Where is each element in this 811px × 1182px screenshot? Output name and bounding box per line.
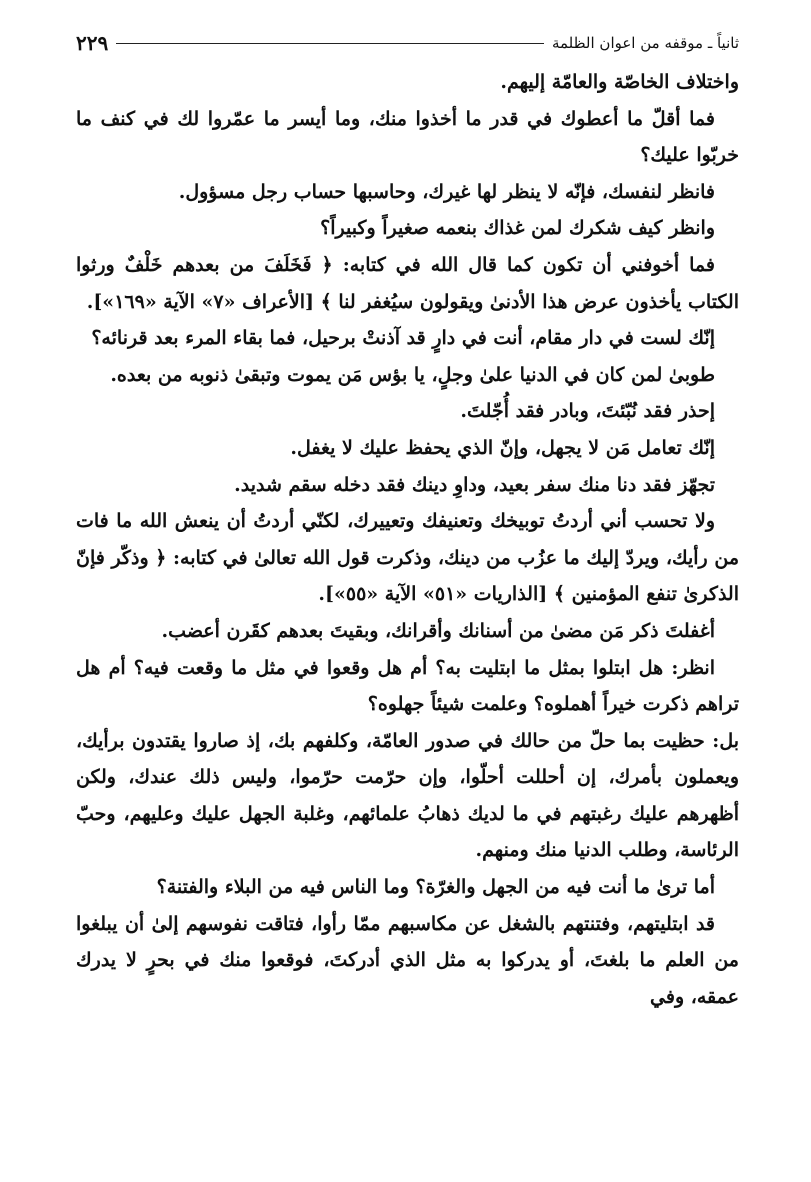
paragraph: قد ابتليتهم، وفتنتهم بالشغل عن مكاسبهم ممّا رأوا، فتاقت نفوسهم إلىٰ أن يبلغوا من العلم ما بلغتَ، أو يدركوا به مثل الذي أدركتَ، فوقعوا منك في بحرٍ لا يدرك عمقه، وفي — [76, 912, 739, 1008]
paragraph: فما أخوفني أن تكون كما قال الله في كتابه: ﴿ فَخَلَفَ من بعدهم خَلْفٌ ورثوا الكتاب يأخذون عرض هذا الأدنىٰ ويقولون سيُغفر لنا ﴾ [الأعراف «٧» الآية «١٦٩»]. — [76, 253, 739, 313]
paragraph: فانظر لنفسك، فإنّه لا ينظر لها غيرك، وحاسبها حساب رجل مسؤول. — [178, 180, 715, 203]
paragraph: تجهّز فقد دنا منك سفر بعيد، وداوِ دينك فقد دخله سقم شديد. — [234, 473, 715, 496]
header-rule — [116, 43, 544, 44]
paragraph: انظر: هل ابتلوا بمثل ما ابتليت به؟ أم هل وقعوا في مثل ما وقعت فيه؟ أم هل تراهم ذكرت خيراً أهملوه؟ وعلمت شيئاً جهلوه؟ — [76, 656, 739, 716]
paragraph: طوبىٰ لمن كان في الدنيا علىٰ وجلٍ، يا بؤس مَن يموت وتبقىٰ ذنوبه من بعده. — [110, 363, 715, 386]
paragraph: فما أقلّ ما أعطوك في قدر ما أخذوا منك، وما أيسر ما عمّروا لك في كنف ما خربّوا عليك؟ — [76, 107, 739, 167]
paragraph: إنّك لست في دار مقام، أنت في دارٍ قد آذنتْ برحيل، فما بقاء المرء بعد قرنائه؟ — [91, 327, 715, 350]
paragraph: أغفلتَ ذكر مَن مضىٰ من أسنانك وأقرانك، وبقيتَ بعدهم كقَرن أعضب. — [161, 619, 715, 642]
paragraph: بل: حظيت بما حلّ من حالك في صدور العامّة، وكلفهم بك، إذ صاروا يقتدون برأيك، ويعملون بأمرك، إن أحللت أحلّوا، وإن حرّمت حرّموا، وليس ذلك عندك، ولكن أظهرهم عليك رغبتهم في ما لديك ذهابُ علمائهم، وغلبة الجهل عليك وعليهم، وحبّ الرئاسة، وطلب الدنيا منك ومنهم. — [76, 729, 739, 862]
paragraph: ولا تحسب أني أردتُ توبيخك وتعنيفك وتعييرك، لكنّي أردتُ أن ينعش الله ما فات من رأيك، ويردّ إليك ما عزُب من دينك، وذكرت قول الله تعالىٰ في كتابه: ﴿ وذكّر فإنّ الذكرىٰ تنفع المؤمنين ﴾ [الذاريات «٥١» الآية «٥٥»]. — [76, 510, 739, 606]
page-number: ٢٢٩ — [76, 31, 109, 55]
paragraph: إنّك تعامل مَن لا يجهل، وإنّ الذي يحفظ عليك لا يغفل. — [290, 436, 715, 459]
paragraph: وانظر كيف شكرك لمن غذاك بنعمه صغيراً وكبيراً؟ — [320, 217, 715, 240]
running-header — [76, 28, 739, 58]
paragraph: واختلاف الخاصّة والعامّة إليهم. — [500, 71, 739, 93]
paragraph: إحذر فقد نُبّئتَ، وبادر فقد أُجّلتَ. — [460, 400, 715, 423]
running-title: ثانياً ـ موقفه من اعوان الظلمة — [551, 34, 739, 52]
page-body — [76, 64, 739, 1015]
paragraph: أما ترىٰ ما أنت فيه من الجهل والغرّة؟ وما الناس فيه من البلاء والفتنة؟ — [156, 876, 715, 899]
